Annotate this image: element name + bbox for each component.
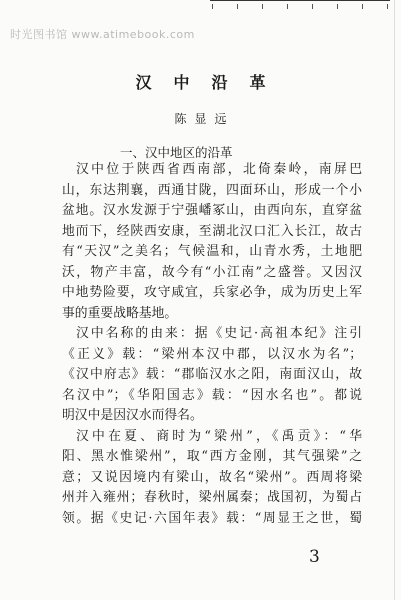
page-edge-shadow [394,0,395,600]
text-line: 汉中名称的由来：据《史记·高祖本纪》注引 [76,326,362,341]
author-name: 陈显远 [174,112,235,126]
text-line: 地而下，经陕西安康，至湖北汉口汇入长江，故古 [62,223,362,239]
text-line: 《正义》载：“梁州本汉中郡，以汉水为名”； [62,346,362,362]
body-text [62,160,362,529]
text-line: 州并入雍州；春秋时，梁州属秦；战国初，为蜀占 [62,490,362,505]
text-line: 领。据《史记·六国年表》载：“周显王之世，蜀 [62,510,362,526]
text-line: 意；又说因境内有梁山，故名“梁州”。西周将梁 [62,469,362,485]
text-line: 汉中位于陕西省西南部，北倚秦岭，南屏巴 [76,162,362,177]
watermark: 时光图书馆 www.atimebook.com [10,28,195,41]
page-title: 汉中沿革 [135,73,288,92]
section-heading: 一、汉中地区的沿革 [120,145,233,160]
page-number: 3 [309,547,320,567]
text-line: 山，东达荆襄，西通甘陇，四面环山，形成一个小 [62,182,362,198]
text-line: 阳、黑水惟梁州”，取“西方金刚，其气强梁”之 [62,449,362,464]
text-line: 名汉中”；《华阳国志》载：“因水名也”。都说 [62,387,362,403]
text-line: 中地势险要，攻守咸宜，兵家必争，成为历史上军 [62,285,362,300]
text-line: 沃，物产丰富，故今有“小江南”之盛誉。又因汉 [62,264,362,280]
text-line: 有“天汉”之美名；气候温和，山青水秀，土地肥 [62,244,362,259]
text-line: 事的重要战略基地。 [62,305,178,321]
text-line: 明汉中是因汉水而得名。 [62,408,203,423]
text-line: 《汉中府志》载：“郡临汉水之阳，南面汉山，故 [62,367,362,382]
top-tick-marks [212,4,388,10]
text-line: 汉中在夏、商时为“梁州”，《禹贡》：“华 [76,428,362,444]
text-line: 盆地。汉水发源于宁强嶓冢山，由西向东，直穿盆 [62,203,362,218]
